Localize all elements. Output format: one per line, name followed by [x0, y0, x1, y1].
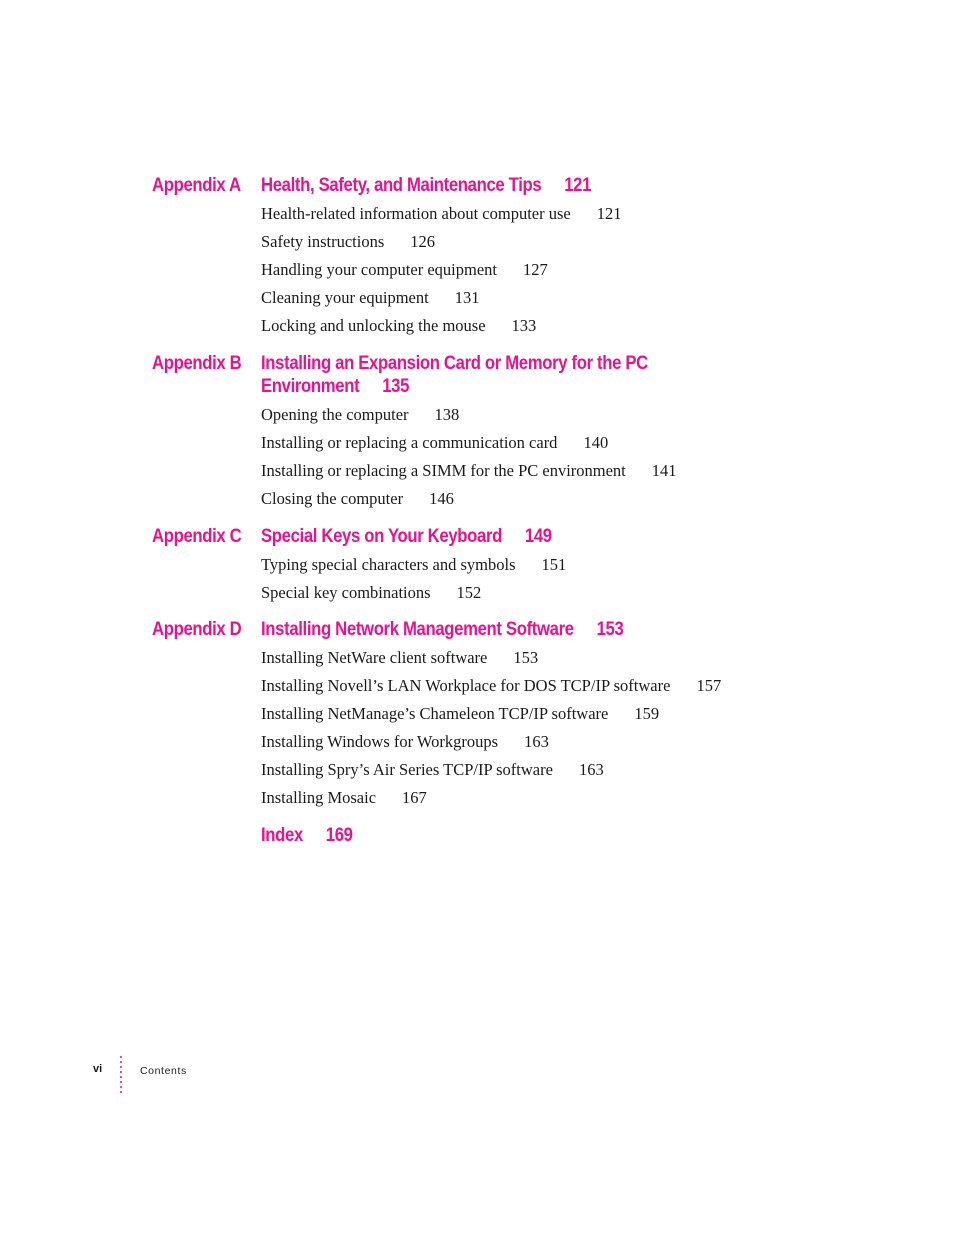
section-title-page: 153: [596, 619, 624, 640]
toc-entry[interactable]: [261, 228, 821, 256]
toc-entry-text: Cleaning your equipment: [261, 288, 429, 307]
toc-entry-page: 138: [434, 405, 460, 424]
footer-dotted-rule: [120, 1056, 123, 1096]
toc-entries: [261, 401, 821, 513]
section-title-text: Installing Network Management Software: [261, 619, 574, 640]
toc-entry-text: Installing or replacing a communication card: [261, 433, 558, 452]
toc-entry[interactable]: [261, 284, 821, 312]
toc-entry-text: Installing or replacing a SIMM for the PC environment: [261, 461, 626, 480]
toc-entry-page: 163: [524, 732, 549, 751]
toc-entry-page: 131: [454, 288, 480, 307]
toc-entry-text: Handling your computer equipment: [261, 260, 497, 279]
toc-entry-text: Installing NetWare client software: [261, 648, 488, 667]
toc-entry-page: 126: [410, 232, 436, 251]
section-title-text: Installing an Expansion Card or Memory for the PC Environment: [261, 353, 648, 397]
toc-entry-page: 159: [634, 704, 660, 723]
toc-entry-text: Locking and unlocking the mouse: [261, 316, 486, 335]
toc-entry-text: Health-related information about computer use: [261, 204, 571, 223]
footer-page-number: vi: [93, 1063, 103, 1075]
toc-entry-page: 151: [541, 555, 567, 574]
toc-entry-text: Installing Windows for Workgroups: [261, 732, 499, 751]
toc-entry[interactable]: [261, 256, 821, 284]
toc-entry[interactable]: [261, 579, 821, 607]
section-title[interactable]: [261, 824, 675, 847]
toc-entry-text: Installing Spry’s Air Series TCP/IP software: [261, 760, 553, 779]
toc-entries: [261, 200, 821, 340]
toc-entry-text: Installing NetManage’s Chameleon TCP/IP software: [261, 704, 609, 723]
appendix-label: Appendix A: [152, 175, 241, 196]
section-title-page: 169: [325, 825, 353, 846]
section-title-page: 135: [382, 376, 410, 397]
toc-entry-page: 140: [583, 433, 609, 452]
toc-entry-page: 127: [523, 260, 548, 279]
toc-entry-page: 146: [429, 489, 454, 508]
toc-entry-page: 133: [511, 316, 537, 335]
toc-entry-text: Closing the computer: [261, 489, 404, 508]
toc-entry[interactable]: [261, 644, 821, 672]
appendix-label: Appendix C: [152, 526, 242, 547]
toc-entry-text: Safety instructions: [261, 232, 385, 251]
toc-entry[interactable]: [261, 728, 821, 756]
toc-entry[interactable]: [261, 429, 821, 457]
toc-entry-page: 167: [402, 788, 427, 807]
toc-entry[interactable]: [261, 756, 821, 784]
section-title[interactable]: [261, 525, 675, 548]
toc-entry[interactable]: [261, 700, 821, 728]
section-title[interactable]: [261, 352, 675, 398]
toc-entry-page: 121: [596, 204, 622, 223]
appendix-label: Appendix B: [152, 353, 242, 374]
toc-entry[interactable]: [261, 485, 821, 513]
appendix-label: Appendix D: [152, 619, 242, 640]
toc-entry[interactable]: [261, 784, 821, 812]
toc-entry-page: 157: [696, 676, 722, 695]
toc-entry[interactable]: [261, 672, 821, 700]
section-title-text: Special Keys on Your Keyboard: [261, 526, 502, 547]
toc-entry[interactable]: [261, 401, 821, 429]
toc-entry-page: 141: [651, 461, 677, 480]
toc-entries: [261, 551, 821, 607]
toc-entry-text: Special key combinations: [261, 583, 431, 602]
toc-entry[interactable]: [261, 457, 821, 485]
toc-entry[interactable]: [261, 551, 821, 579]
toc-entry[interactable]: [261, 200, 821, 228]
toc-entry-text: Typing special characters and symbols: [261, 555, 516, 574]
toc-entry-text: Opening the computer: [261, 405, 409, 424]
toc-entry-text: Installing Mosaic: [261, 788, 377, 807]
section-title[interactable]: [261, 174, 675, 197]
toc-entry-page: 153: [513, 648, 539, 667]
toc-entry-page: 163: [578, 760, 604, 779]
section-title-text: Health, Safety, and Maintenance Tips: [261, 175, 542, 196]
section-title[interactable]: [261, 618, 675, 641]
toc-entry[interactable]: [261, 312, 821, 340]
toc-entry-page: 152: [456, 583, 482, 602]
section-title-page: 121: [564, 175, 592, 196]
section-title-text: Index: [261, 825, 303, 846]
toc-entry-text: Installing Novell’s LAN Workplace for DOS TCP/IP software: [261, 676, 671, 695]
section-title-page: 149: [524, 526, 552, 547]
footer-label: Contents: [140, 1065, 187, 1077]
toc-entries: [261, 644, 821, 812]
